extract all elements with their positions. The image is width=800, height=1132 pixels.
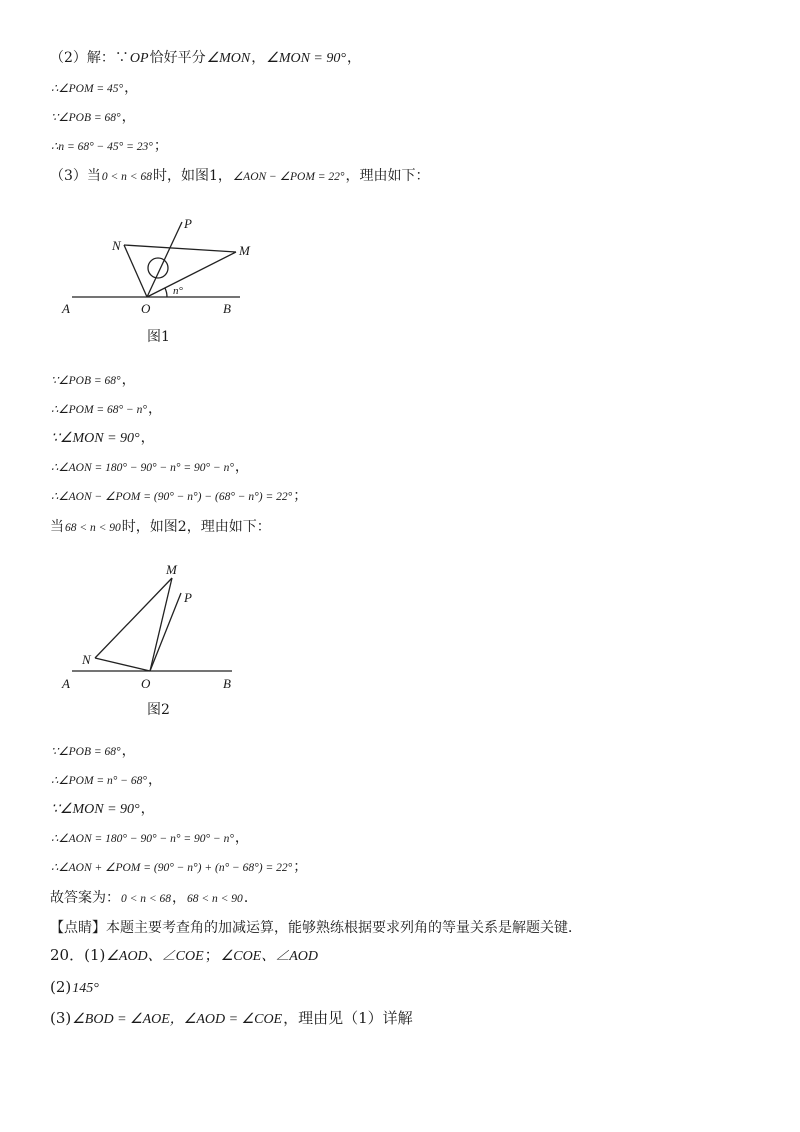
math-expression: ∴∠AON = 180° − 90° − n° = 90° − n° <box>51 462 234 474</box>
text-segment: (3) <box>50 1009 72 1027</box>
angle-arc <box>165 288 167 297</box>
math-expression: ∴∠AON = 180° − 90° − n° = 90° − n° <box>51 833 234 845</box>
solution-line <box>50 136 168 156</box>
math-expression: ∵∠POB = 68° <box>51 375 121 387</box>
text-segment: ， <box>121 743 136 759</box>
point-label-a: A <box>62 301 70 316</box>
point-label-o: O <box>141 676 151 691</box>
text-segment: 当 <box>50 519 64 535</box>
solution-line <box>50 399 162 419</box>
math-expression: 68 < n < 90 <box>65 522 121 534</box>
solution-line <box>50 486 307 506</box>
text-segment: 时，如图1， <box>152 168 232 184</box>
comment-line <box>50 918 582 938</box>
solution-line <box>50 370 136 390</box>
figure-caption: 图1 <box>147 329 170 345</box>
math-expression: ∵∠MON = 90° <box>51 802 140 817</box>
math-expression: ∠MON = 90° <box>266 51 346 66</box>
point-label-m: M <box>239 243 250 258</box>
text-segment: ， <box>140 801 155 817</box>
text-segment: ， <box>251 50 266 66</box>
point-label-m: M <box>166 562 177 577</box>
math-expression: ∴∠POM = 45° <box>51 83 124 95</box>
segment-no <box>124 245 147 297</box>
text-segment: ， <box>148 401 163 417</box>
figure-1 <box>55 210 265 350</box>
text-segment: ， <box>148 772 163 788</box>
solution-line <box>50 741 136 761</box>
text-segment: ． <box>243 890 258 906</box>
math-expression: 0 < n < 68 <box>121 893 172 905</box>
math-expression: ∴∠AON − ∠POM = (90° − n°) − (68° − n°) = 22° <box>51 491 293 503</box>
math-expression: ∵∠POB = 68° <box>51 746 121 758</box>
math-expression: ∴∠POM = n° − 68° <box>51 775 148 787</box>
math-expression: ∠BOD = ∠AOE，∠AOD = ∠COE <box>72 1012 283 1027</box>
text-segment: ； <box>153 138 168 154</box>
math-expression: 145° <box>72 981 99 996</box>
segment-no <box>95 658 150 671</box>
question-20-part-1 <box>50 945 319 965</box>
math-expression: ∴n = 68° − 45° = 23° <box>51 141 153 153</box>
text-segment: 20．(1) <box>50 946 106 964</box>
math-expression: ∠COE、∠AOD <box>220 949 319 964</box>
text-segment: 故答案为： <box>50 890 120 906</box>
point-label-n: N <box>82 652 91 667</box>
math-expression: 68 < n < 90 <box>187 893 243 905</box>
solution-line <box>50 107 136 127</box>
math-expression: ∠AOD、∠COE <box>106 949 204 964</box>
angle-label: n° <box>173 285 183 297</box>
segment-nm <box>124 245 236 252</box>
text-segment: ， <box>234 459 249 475</box>
text-segment: ， <box>124 80 139 96</box>
math-expression: ∠AON − ∠POM = 22° <box>232 171 345 183</box>
text-segment: （2）解：∵ <box>50 50 129 66</box>
point-label-b: B <box>223 301 231 316</box>
solution-line <box>50 78 138 98</box>
math-expression: ∵∠MON = 90° <box>51 431 140 446</box>
text-segment: ， <box>172 890 187 906</box>
solution-line <box>50 799 155 819</box>
question-20-part-2 <box>50 977 100 997</box>
text-segment: ， <box>346 50 361 66</box>
point-label-p: P <box>184 216 192 231</box>
text-segment: ，理由如下： <box>345 168 430 184</box>
figure-caption: 图2 <box>147 702 170 718</box>
solution-line <box>50 457 249 477</box>
math-expression: ∵∠POB = 68° <box>51 112 121 124</box>
solution-line <box>50 166 430 186</box>
text-segment: 【点睛】本题主要考查角的加减运算，能够熟练根据要求列角的等量关系是解题关键． <box>50 920 582 936</box>
text-segment: ； <box>293 859 308 875</box>
text-segment: ； <box>204 946 220 964</box>
point-label-p: P <box>184 590 192 605</box>
solution-line <box>50 517 271 537</box>
solution-line <box>50 48 361 68</box>
question-20-part-3 <box>50 1008 413 1028</box>
point-label-n: N <box>112 238 121 253</box>
math-expression: OP <box>129 51 149 66</box>
math-expression: ∴∠POM = 68° − n° <box>51 404 148 416</box>
math-expression: ∴∠AON + ∠POM = (90° − n°) + (n° − 68°) = 22° <box>51 862 293 874</box>
text-segment: ， <box>121 372 136 388</box>
solution-line <box>50 770 162 790</box>
math-expression: 0 < n < 68 <box>101 171 152 183</box>
text-segment: ，理由见（1）详解 <box>283 1009 413 1027</box>
figure-2 <box>55 560 265 720</box>
point-label-a: A <box>62 676 70 691</box>
math-expression: ∠MON <box>206 51 251 66</box>
solution-line <box>50 828 249 848</box>
text-segment: (2) <box>50 978 72 996</box>
text-segment: （3）当 <box>50 168 101 184</box>
text-segment: ， <box>140 430 155 446</box>
text-segment: ； <box>293 488 308 504</box>
solution-line <box>50 857 307 877</box>
solution-line <box>50 428 155 448</box>
text-segment: 时，如图2，理由如下： <box>121 519 271 535</box>
circle-mark <box>148 258 168 278</box>
text-segment: ， <box>234 830 249 846</box>
text-segment: 恰好平分 <box>149 50 206 66</box>
point-label-b: B <box>223 676 231 691</box>
text-segment: ， <box>121 109 136 125</box>
answer-line <box>50 888 258 908</box>
point-label-o: O <box>141 301 151 316</box>
